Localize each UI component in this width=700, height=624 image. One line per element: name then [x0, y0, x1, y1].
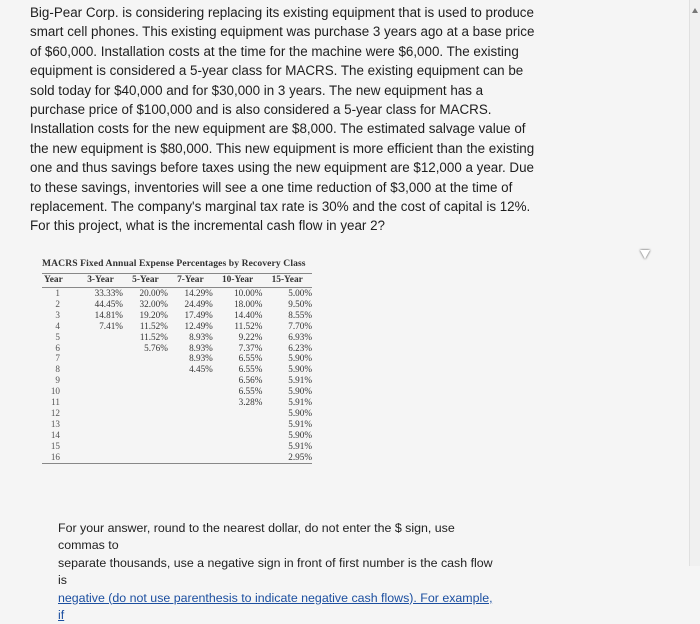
rate-cell — [78, 397, 123, 408]
year-cell: 7 — [55, 353, 60, 364]
macrs-row — [42, 408, 312, 419]
rate-cell: 5.91% — [288, 418, 312, 429]
rate-cell — [78, 441, 123, 452]
question-text: Big-Pear Corp. is considering replacing its existing equipment that is used to produce smart cell phones. This existing equipment was purchase 3 years ago at a base price of $60,000. Installation costs at the time for the machine were $6,000. The existing equipment is considered a 5-year class for MACRS. The existing equipment can be sold today for $40,000 and for $30,000 in 3 years. The new equipment has a purchase price of $100,000 and is also considered a 5-year class for MACRS. Installation costs for the new equipment are $8,000. The estimated salvage value of the new equipment is $80,000. This new equipment is more efficient than the existing one and thus savings before taxes using the new equipment are $12,000 a year. Due to these savings, inventories will see a one time reduction of $3,000 at the time of replacement. The company's marginal tax rate is 30% and the cost of capital is 12%. For this project, what is the incremental cash flow in year 2? — [30, 5, 535, 234]
rate-cell — [168, 419, 213, 430]
rate-cell: 8.55% — [288, 309, 312, 320]
rate-cell — [78, 332, 123, 343]
rate-cell: 6.93% — [288, 331, 312, 342]
instructions-line-1: For your answer, round to the nearest dollar, do not enter the $ sign, use commas to — [58, 521, 455, 553]
macrs-table-title: MACRS Fixed Annual Expense Percentages by Recovery Class — [42, 258, 306, 269]
rate-cell — [123, 386, 168, 397]
year-cell: 16 — [42, 452, 78, 463]
year-cell: 10 — [50, 386, 60, 397]
rate-cell: 14.40% — [234, 309, 263, 320]
rate-cell: 17.49% — [184, 309, 213, 320]
rate-cell: 14.81% — [94, 309, 123, 320]
rate-cell — [123, 441, 168, 452]
rate-cell: 11.52% — [139, 331, 168, 342]
rate-cell — [168, 452, 213, 463]
rate-cell — [123, 452, 168, 463]
rate-cell: 5.76% — [144, 342, 168, 353]
header-3-year: 3-Year — [78, 274, 123, 288]
year-cell: 1 — [55, 288, 60, 298]
rate-cell: 10.00% — [234, 288, 263, 298]
macrs-row — [42, 288, 312, 299]
year-cell: 2 — [55, 298, 60, 309]
rate-cell — [78, 452, 123, 463]
macrs-table — [42, 273, 312, 464]
header-10-year: 10-Year — [213, 274, 263, 288]
rate-cell: 5.91% — [288, 375, 312, 386]
rate-cell: 6.55% — [238, 353, 263, 364]
header-15-year: 15-Year — [262, 274, 312, 288]
rate-cell — [78, 353, 123, 364]
rate-cell: 8.93% — [189, 353, 213, 364]
macrs-row — [42, 375, 312, 386]
year-cell: 3 — [55, 309, 60, 320]
rate-cell — [168, 430, 213, 441]
rate-cell — [213, 419, 263, 430]
rate-cell: 8.93% — [189, 331, 213, 342]
macrs-header-row — [42, 274, 312, 288]
year-cell: 14 — [50, 429, 60, 440]
rate-cell — [123, 419, 168, 430]
macrs-row — [42, 386, 312, 397]
rate-cell — [168, 441, 213, 452]
scroll-up-arrow-icon[interactable] — [692, 8, 698, 13]
rate-cell: 5.90% — [288, 429, 312, 440]
year-cell: 6 — [55, 342, 60, 353]
macrs-row — [42, 353, 312, 364]
header-year: Year — [42, 274, 78, 288]
macrs-row — [42, 343, 312, 354]
rate-cell — [123, 353, 168, 364]
rate-cell — [78, 419, 123, 430]
rate-cell: 44.45% — [94, 298, 123, 309]
macrs-table-block — [42, 258, 320, 464]
rate-cell: 4.45% — [189, 364, 213, 375]
rate-cell: 19.20% — [139, 309, 168, 320]
rate-cell: 6.55% — [238, 386, 263, 397]
macrs-row — [42, 332, 312, 343]
rate-cell: 6.23% — [288, 342, 312, 353]
year-cell: 12 — [50, 407, 60, 418]
rate-cell: 18.00% — [234, 298, 263, 309]
rate-cell: 5.90% — [288, 353, 312, 364]
year-cell: 11 — [51, 397, 60, 408]
rate-cell — [78, 375, 123, 386]
macrs-table-body — [42, 288, 312, 464]
rate-cell — [213, 452, 263, 463]
rate-cell: 11.52% — [139, 320, 168, 331]
rate-cell: 14.29% — [184, 288, 213, 298]
rate-cell: 5.00% — [288, 288, 312, 298]
macrs-row — [42, 419, 312, 430]
year-cell: 4 — [55, 320, 60, 331]
macrs-row — [42, 310, 312, 321]
rate-cell — [123, 430, 168, 441]
rate-cell — [213, 441, 263, 452]
rate-cell — [168, 375, 213, 386]
rate-cell: 9.50% — [288, 298, 312, 309]
macrs-row — [42, 452, 312, 463]
rate-cell: 32.00% — [139, 298, 168, 309]
rate-cell: 33.33% — [94, 288, 123, 298]
rate-cell: 7.41% — [99, 320, 123, 331]
rate-cell: 24.49% — [184, 298, 213, 309]
rate-cell: 5.90% — [288, 364, 312, 375]
answer-instructions — [58, 520, 498, 624]
year-cell: 8 — [55, 364, 60, 375]
instructions-line-2: separate thousands, use a negative sign in front of first number is the cash flow is — [58, 555, 493, 588]
rate-cell: 12.49% — [184, 320, 213, 331]
rate-cell: 7.37% — [238, 342, 263, 353]
rate-cell — [168, 397, 213, 408]
rate-cell — [123, 408, 168, 419]
rate-cell: 5.90% — [288, 386, 312, 397]
rate-cell — [213, 430, 263, 441]
macrs-row — [42, 299, 312, 310]
year-cell: 5 — [55, 331, 60, 342]
year-cell: 13 — [50, 418, 60, 429]
rate-cell: 9.22% — [238, 331, 263, 342]
rate-cell: 5.91% — [288, 440, 312, 451]
rate-cell — [78, 343, 123, 354]
rate-cell: 6.56% — [238, 375, 263, 386]
rate-cell — [78, 364, 123, 375]
rate-cell — [123, 375, 168, 386]
rate-cell: 6.55% — [238, 364, 263, 375]
rate-cell — [168, 408, 213, 419]
header-7-year: 7-Year — [168, 274, 213, 288]
rate-cell: 2.95% — [262, 452, 312, 463]
macrs-row — [42, 321, 312, 332]
rate-cell — [78, 386, 123, 397]
vertical-scrollbar[interactable] — [689, 0, 700, 566]
year-cell: 9 — [55, 375, 60, 386]
macrs-row — [42, 364, 312, 375]
rate-cell: 20.00% — [139, 288, 168, 298]
rate-cell: 3.28% — [238, 397, 263, 408]
header-5-year: 5-Year — [123, 274, 168, 288]
macrs-row — [42, 397, 312, 408]
rate-cell — [78, 408, 123, 419]
mouse-pointer-icon — [640, 250, 650, 259]
year-cell: 15 — [50, 440, 60, 451]
rate-cell — [123, 397, 168, 408]
rate-cell — [168, 386, 213, 397]
rate-cell: 7.70% — [288, 320, 312, 331]
rate-cell — [213, 408, 263, 419]
rate-cell: 11.52% — [234, 320, 263, 331]
instructions-line-3[interactable]: negative (do not use parenthesis to indicate negative cash flows). For example, if — [58, 590, 493, 623]
rate-cell: 8.93% — [189, 342, 213, 353]
rate-cell — [123, 364, 168, 375]
macrs-row — [42, 430, 312, 441]
rate-cell — [78, 430, 123, 441]
macrs-row — [42, 441, 312, 452]
rate-cell: 5.90% — [288, 407, 312, 418]
rate-cell: 5.91% — [288, 397, 312, 408]
